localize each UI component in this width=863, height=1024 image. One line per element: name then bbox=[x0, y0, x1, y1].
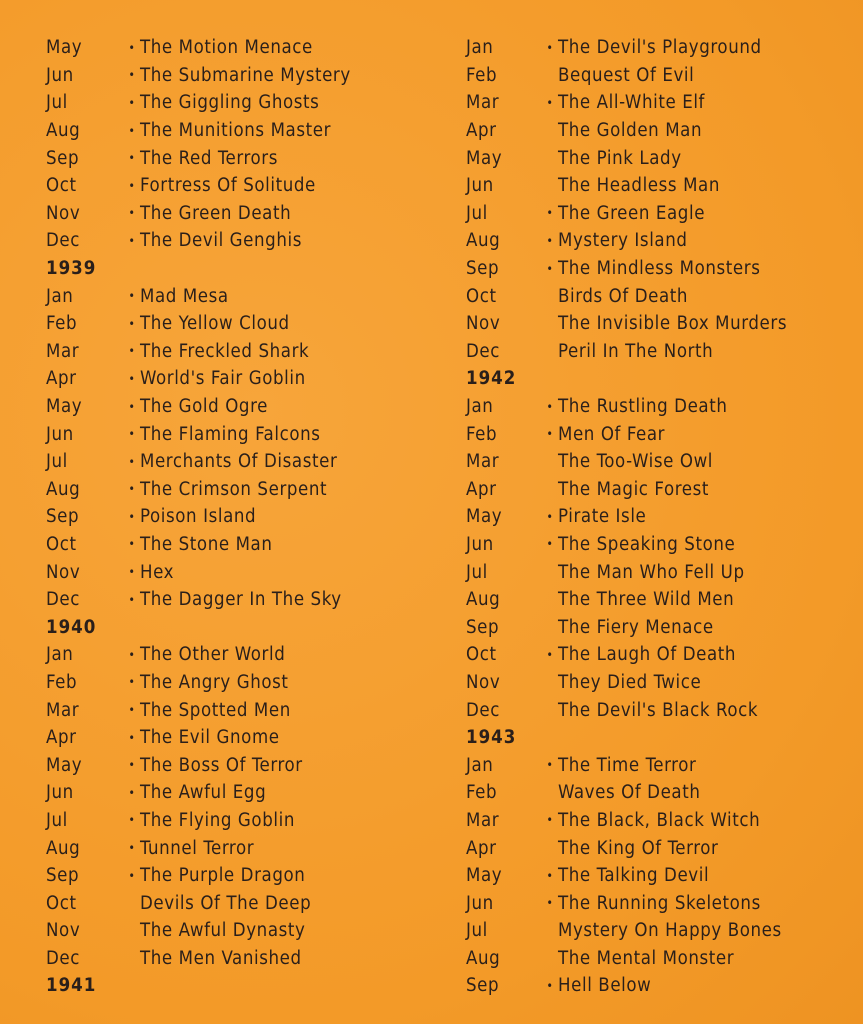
story-title: The Laugh Of Death bbox=[558, 644, 737, 666]
month-label: Aug bbox=[46, 120, 81, 142]
check-mark-icon: • bbox=[128, 233, 136, 248]
story-title: The Speaking Stone bbox=[558, 533, 736, 555]
month-label: Mar bbox=[466, 451, 500, 473]
list-item bbox=[466, 862, 856, 890]
story-title: The Submarine Mystery bbox=[140, 64, 351, 86]
month-label: Jun bbox=[466, 175, 494, 197]
check-mark-icon: • bbox=[546, 95, 554, 110]
story-title: Waves Of Death bbox=[558, 782, 701, 804]
month-label: Nov bbox=[46, 202, 81, 224]
month-label: Apr bbox=[466, 837, 497, 859]
list-item bbox=[466, 144, 856, 172]
list-item bbox=[46, 503, 446, 531]
month-label: Oct bbox=[466, 285, 497, 307]
story-title: Hell Below bbox=[558, 975, 652, 997]
story-title: The Motion Menace bbox=[140, 37, 313, 59]
story-title: The Awful Dynasty bbox=[140, 920, 306, 942]
year-label: 1940 bbox=[46, 616, 97, 638]
year-heading bbox=[46, 255, 446, 283]
story-title: The All-White Elf bbox=[558, 92, 706, 114]
list-item bbox=[466, 531, 856, 559]
story-title: The Green Death bbox=[140, 202, 292, 224]
story-title: The Rustling Death bbox=[558, 396, 728, 418]
month-label: Jul bbox=[466, 920, 488, 942]
list-item bbox=[46, 89, 446, 117]
list-item bbox=[46, 144, 446, 172]
month-label: Nov bbox=[466, 671, 501, 693]
list-item bbox=[46, 200, 446, 228]
month-label: Apr bbox=[46, 727, 77, 749]
list-item bbox=[466, 834, 856, 862]
list-item bbox=[466, 200, 856, 228]
year-heading bbox=[466, 365, 856, 393]
check-mark-icon: • bbox=[128, 509, 136, 524]
month-label: Aug bbox=[466, 230, 501, 252]
list-item bbox=[466, 972, 856, 1000]
list-item bbox=[46, 531, 446, 559]
story-title: The Flaming Falcons bbox=[140, 423, 321, 445]
month-label: Nov bbox=[46, 561, 81, 583]
story-title: The Other World bbox=[140, 644, 286, 666]
month-label: Aug bbox=[466, 947, 501, 969]
right-column bbox=[466, 34, 856, 1000]
month-label: Sep bbox=[466, 616, 500, 638]
month-label: Feb bbox=[466, 423, 498, 445]
list-item bbox=[466, 476, 856, 504]
story-title: The King Of Terror bbox=[558, 837, 719, 859]
story-title: The Crimson Serpent bbox=[140, 478, 328, 500]
story-title: Birds Of Death bbox=[558, 285, 689, 307]
story-title: Merchants Of Disaster bbox=[140, 451, 338, 473]
list-item bbox=[466, 917, 856, 945]
list-item bbox=[46, 117, 446, 145]
month-label: Jul bbox=[466, 202, 488, 224]
month-label: Jan bbox=[46, 644, 74, 666]
check-mark-icon: • bbox=[546, 427, 554, 442]
list-item bbox=[46, 227, 446, 255]
month-label: Oct bbox=[46, 892, 77, 914]
check-mark-icon: • bbox=[546, 233, 554, 248]
list-item bbox=[46, 62, 446, 90]
check-mark-icon: • bbox=[128, 675, 136, 690]
story-title: The Mindless Monsters bbox=[558, 258, 761, 280]
list-item bbox=[466, 282, 856, 310]
list-item bbox=[46, 641, 446, 669]
list-item bbox=[46, 586, 446, 614]
year-heading bbox=[46, 613, 446, 641]
list-item bbox=[466, 172, 856, 200]
check-mark-icon: • bbox=[128, 371, 136, 386]
check-mark-icon: • bbox=[546, 40, 554, 55]
list-item bbox=[466, 641, 856, 669]
list-item bbox=[46, 558, 446, 586]
story-title: The Invisible Box Murders bbox=[558, 313, 788, 335]
list-item bbox=[466, 89, 856, 117]
story-title: The Dagger In The Sky bbox=[140, 589, 342, 611]
month-label: Mar bbox=[466, 809, 500, 831]
story-title: The Angry Ghost bbox=[140, 671, 289, 693]
month-label: Oct bbox=[46, 533, 77, 555]
month-label: Jun bbox=[46, 423, 74, 445]
month-label: Mar bbox=[46, 340, 80, 362]
check-mark-icon: • bbox=[128, 316, 136, 331]
story-title: The Three Wild Men bbox=[558, 589, 735, 611]
month-label: Apr bbox=[46, 368, 77, 390]
check-mark-icon: • bbox=[128, 427, 136, 442]
month-label: Jul bbox=[46, 451, 68, 473]
month-label: Jul bbox=[46, 809, 68, 831]
check-mark-icon: • bbox=[128, 344, 136, 359]
month-label: Jan bbox=[46, 285, 74, 307]
month-label: Jun bbox=[466, 892, 494, 914]
list-item bbox=[466, 751, 856, 779]
month-label: Jan bbox=[466, 754, 494, 776]
check-mark-icon: • bbox=[546, 896, 554, 911]
check-mark-icon: • bbox=[546, 509, 554, 524]
story-title: Poison Island bbox=[140, 506, 257, 528]
month-label: Jan bbox=[466, 37, 494, 59]
list-item bbox=[46, 917, 446, 945]
list-item bbox=[46, 862, 446, 890]
list-item bbox=[46, 834, 446, 862]
month-label: Oct bbox=[46, 175, 77, 197]
story-title: The Purple Dragon bbox=[140, 865, 306, 887]
check-mark-icon: • bbox=[546, 647, 554, 662]
story-title: The Munitions Master bbox=[140, 120, 332, 142]
check-mark-icon: • bbox=[128, 289, 136, 304]
check-mark-icon: • bbox=[128, 647, 136, 662]
story-title: The Magic Forest bbox=[558, 478, 709, 500]
month-label: Jun bbox=[46, 64, 74, 86]
month-label: Jan bbox=[466, 396, 494, 418]
list-item bbox=[466, 696, 856, 724]
story-title: Mystery Island bbox=[558, 230, 688, 252]
story-title: Hex bbox=[140, 561, 175, 583]
story-title: They Died Twice bbox=[558, 671, 702, 693]
list-item bbox=[46, 945, 446, 973]
story-title: The Flying Goblin bbox=[140, 809, 295, 831]
story-title: The Fiery Menace bbox=[558, 616, 714, 638]
month-label: Dec bbox=[46, 230, 81, 252]
month-label: Feb bbox=[46, 671, 78, 693]
check-mark-icon: • bbox=[128, 841, 136, 856]
story-title: Mystery On Happy Bones bbox=[558, 920, 782, 942]
story-title: The Golden Man bbox=[558, 120, 703, 142]
list-item bbox=[466, 338, 856, 366]
list-item bbox=[46, 779, 446, 807]
check-mark-icon: • bbox=[546, 813, 554, 828]
story-title: The Pink Lady bbox=[558, 147, 682, 169]
story-title: The Awful Egg bbox=[140, 782, 267, 804]
month-label: May bbox=[46, 754, 83, 776]
check-mark-icon: • bbox=[128, 758, 136, 773]
check-mark-icon: • bbox=[128, 68, 136, 83]
check-mark-icon: • bbox=[128, 813, 136, 828]
month-label: Sep bbox=[46, 865, 80, 887]
month-label: Sep bbox=[466, 975, 500, 997]
check-mark-icon: • bbox=[128, 785, 136, 800]
story-title: The Headless Man bbox=[558, 175, 720, 197]
list-item bbox=[466, 34, 856, 62]
check-mark-icon: • bbox=[128, 178, 136, 193]
month-label: Aug bbox=[466, 589, 501, 611]
list-item bbox=[466, 586, 856, 614]
story-title: The Red Terrors bbox=[140, 147, 278, 169]
story-title: The Talking Devil bbox=[558, 865, 710, 887]
month-label: Mar bbox=[46, 699, 80, 721]
check-mark-icon: • bbox=[546, 537, 554, 552]
list-item bbox=[46, 310, 446, 338]
month-label: Apr bbox=[466, 120, 497, 142]
story-title: Pirate Isle bbox=[558, 506, 647, 528]
story-title: The Mental Monster bbox=[558, 947, 735, 969]
year-heading bbox=[46, 972, 446, 1000]
month-label: Jun bbox=[46, 782, 74, 804]
month-label: May bbox=[46, 37, 83, 59]
list-item bbox=[466, 613, 856, 641]
story-title: The Devil Genghis bbox=[140, 230, 302, 252]
list-item bbox=[46, 751, 446, 779]
story-title: The Yellow Cloud bbox=[140, 313, 290, 335]
check-mark-icon: • bbox=[128, 868, 136, 883]
story-title: The Men Vanished bbox=[140, 947, 302, 969]
month-label: Sep bbox=[46, 147, 80, 169]
story-title: Fortress Of Solitude bbox=[140, 175, 316, 197]
month-label: Oct bbox=[466, 644, 497, 666]
story-title: The Too-Wise Owl bbox=[558, 451, 714, 473]
check-mark-icon: • bbox=[546, 399, 554, 414]
list-item bbox=[466, 62, 856, 90]
list-item bbox=[46, 338, 446, 366]
month-label: Feb bbox=[466, 64, 498, 86]
list-item bbox=[466, 420, 856, 448]
month-label: Jul bbox=[466, 561, 488, 583]
check-mark-icon: • bbox=[128, 730, 136, 745]
check-mark-icon: • bbox=[128, 592, 136, 607]
list-item bbox=[466, 227, 856, 255]
list-item bbox=[466, 448, 856, 476]
check-mark-icon: • bbox=[128, 703, 136, 718]
month-label: May bbox=[46, 396, 83, 418]
story-title: The Man Who Fell Up bbox=[558, 561, 745, 583]
list-item bbox=[46, 696, 446, 724]
list-item bbox=[466, 669, 856, 697]
list-item bbox=[46, 889, 446, 917]
check-mark-icon: • bbox=[128, 482, 136, 497]
month-label: Dec bbox=[466, 340, 501, 362]
list-item bbox=[46, 724, 446, 752]
list-item bbox=[46, 669, 446, 697]
list-item bbox=[46, 420, 446, 448]
month-label: Jun bbox=[466, 533, 494, 555]
month-label: May bbox=[466, 865, 503, 887]
month-label: Aug bbox=[46, 837, 81, 859]
check-mark-icon: • bbox=[546, 261, 554, 276]
month-label: May bbox=[466, 147, 503, 169]
story-title: The Time Terror bbox=[558, 754, 697, 776]
year-label: 1939 bbox=[46, 258, 97, 280]
story-title: The Devil's Black Rock bbox=[558, 699, 759, 721]
month-label: Dec bbox=[466, 699, 501, 721]
check-mark-icon: • bbox=[128, 95, 136, 110]
story-title: The Stone Man bbox=[140, 533, 273, 555]
month-label: Dec bbox=[46, 947, 81, 969]
story-title: Peril In The North bbox=[558, 340, 714, 362]
month-label: Aug bbox=[46, 478, 81, 500]
check-mark-icon: • bbox=[546, 206, 554, 221]
list-item bbox=[466, 945, 856, 973]
story-title: Bequest Of Evil bbox=[558, 64, 695, 86]
list-item bbox=[466, 807, 856, 835]
check-mark-icon: • bbox=[128, 206, 136, 221]
story-title: The Spotted Men bbox=[140, 699, 291, 721]
story-title: The Gold Ogre bbox=[140, 396, 268, 418]
list-item bbox=[46, 448, 446, 476]
year-label: 1941 bbox=[46, 975, 97, 997]
year-heading bbox=[466, 724, 856, 752]
story-title: The Freckled Shark bbox=[140, 340, 310, 362]
list-item bbox=[466, 393, 856, 421]
check-mark-icon: • bbox=[128, 123, 136, 138]
check-mark-icon: • bbox=[546, 978, 554, 993]
month-label: Feb bbox=[466, 782, 498, 804]
month-label: Apr bbox=[466, 478, 497, 500]
month-label: Sep bbox=[46, 506, 80, 528]
list-item bbox=[46, 365, 446, 393]
check-mark-icon: • bbox=[546, 868, 554, 883]
list-item bbox=[46, 807, 446, 835]
list-item bbox=[466, 117, 856, 145]
year-label: 1942 bbox=[466, 368, 517, 390]
story-title: Tunnel Terror bbox=[140, 837, 255, 859]
month-label: Nov bbox=[46, 920, 81, 942]
list-item bbox=[46, 476, 446, 504]
list-item bbox=[46, 34, 446, 62]
list-item bbox=[466, 310, 856, 338]
check-mark-icon: • bbox=[128, 537, 136, 552]
month-label: Nov bbox=[466, 313, 501, 335]
check-mark-icon: • bbox=[128, 399, 136, 414]
month-label: Jul bbox=[46, 92, 68, 114]
story-title: Men Of Fear bbox=[558, 423, 666, 445]
year-label: 1943 bbox=[466, 727, 517, 749]
story-title: The Boss Of Terror bbox=[140, 754, 303, 776]
list-item bbox=[466, 779, 856, 807]
story-title: Mad Mesa bbox=[140, 285, 229, 307]
list-item bbox=[466, 889, 856, 917]
list-item bbox=[46, 172, 446, 200]
story-title: World's Fair Goblin bbox=[140, 368, 306, 390]
check-mark-icon: • bbox=[128, 151, 136, 166]
list-item bbox=[466, 255, 856, 283]
list-item bbox=[46, 282, 446, 310]
story-title: The Black, Black Witch bbox=[558, 809, 761, 831]
month-label: May bbox=[466, 506, 503, 528]
story-title: Devils Of The Deep bbox=[140, 892, 312, 914]
check-mark-icon: • bbox=[128, 565, 136, 580]
story-title: The Devil's Playground bbox=[558, 37, 762, 59]
story-title: The Green Eagle bbox=[558, 202, 706, 224]
month-label: Sep bbox=[466, 258, 500, 280]
check-mark-icon: • bbox=[128, 40, 136, 55]
list-item bbox=[466, 558, 856, 586]
list-item bbox=[466, 503, 856, 531]
month-label: Feb bbox=[46, 313, 78, 335]
story-title: The Giggling Ghosts bbox=[140, 92, 320, 114]
story-title: The Evil Gnome bbox=[140, 727, 280, 749]
check-mark-icon: • bbox=[546, 758, 554, 773]
list-item bbox=[46, 393, 446, 421]
left-column bbox=[46, 34, 446, 1000]
month-label: Mar bbox=[466, 92, 500, 114]
check-mark-icon: • bbox=[128, 454, 136, 469]
month-label: Dec bbox=[46, 589, 81, 611]
story-title: The Running Skeletons bbox=[558, 892, 761, 914]
